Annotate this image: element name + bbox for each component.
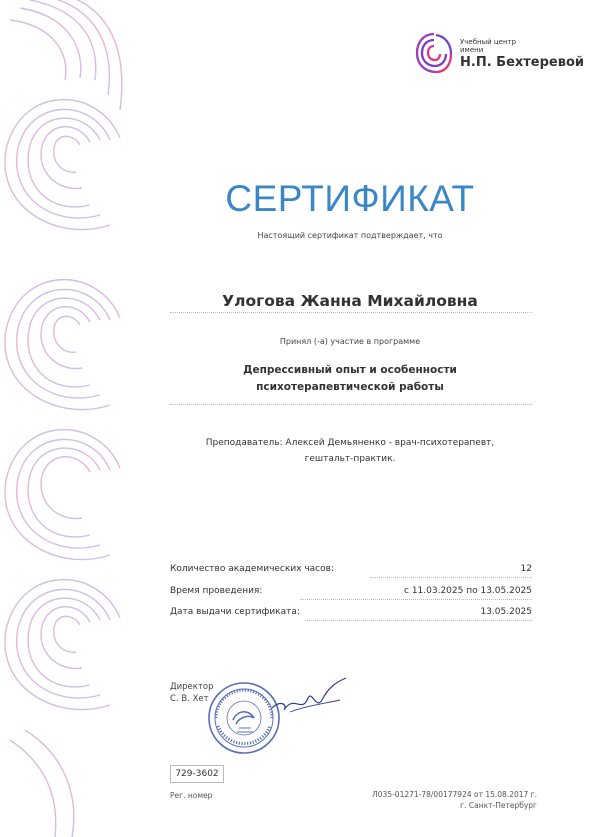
period-underline [300, 599, 532, 600]
fingerprint-decoration [0, 0, 140, 837]
license-number: Л035-01271-78/00177924 от 15.08.2017 г. [372, 790, 537, 799]
registration-label: Рег. номер [170, 791, 213, 800]
issue-date-row [170, 607, 532, 621]
period-row [170, 586, 532, 600]
participation-text: Принял (-а) участие в программе [279, 337, 421, 346]
director-name: С. В. Хет [170, 694, 209, 704]
program-title-line-2: психотерапевтической работы [256, 381, 444, 393]
license-city: г. Санкт-Петербург [460, 801, 537, 810]
issue-date-value: 13.05.2025 [480, 607, 532, 617]
program-title [150, 362, 550, 396]
period-label: Время проведения: [170, 586, 263, 596]
hours-value: 12 [520, 564, 532, 574]
recipient-name: Улогова Жанна Михайловна [222, 292, 478, 310]
hours-underline [370, 577, 532, 578]
hours-label: Количество академических часов: [170, 564, 334, 574]
program-underline [170, 404, 532, 405]
teacher-line-1: Преподаватель: Алексей Демьяненко - врач-психотерапевт, [205, 438, 495, 448]
license-info [372, 789, 537, 811]
logo-name: Н.П. Бехтеревой [460, 55, 585, 70]
fingerprint-spiral-logo-icon [414, 30, 454, 76]
issue-date-underline [305, 620, 532, 621]
hours-row [170, 564, 532, 578]
issue-date-label: Дата выдачи сертификата: [170, 607, 300, 617]
program-title-line-1: Депрессивный опыт и особенности [243, 364, 457, 376]
teacher-info [150, 435, 550, 467]
logo-line-1: Учебный центр [460, 38, 517, 46]
period-value: с 11.03.2025 по 13.05.2025 [404, 586, 532, 596]
confirm-text: Настоящий сертификат подтверждает, что [257, 231, 443, 240]
logo-caption [460, 38, 516, 54]
director-role: Директор [170, 682, 214, 692]
name-underline [170, 312, 532, 313]
training-center-logo [414, 30, 585, 80]
signature-icon [270, 670, 350, 720]
registration-number: 729-3602 [170, 765, 224, 783]
teacher-line-2: гештальт-практик. [304, 454, 396, 464]
certificate-title: СЕРТИФИКАТ [225, 178, 475, 219]
logo-line-2: имени [460, 46, 484, 54]
